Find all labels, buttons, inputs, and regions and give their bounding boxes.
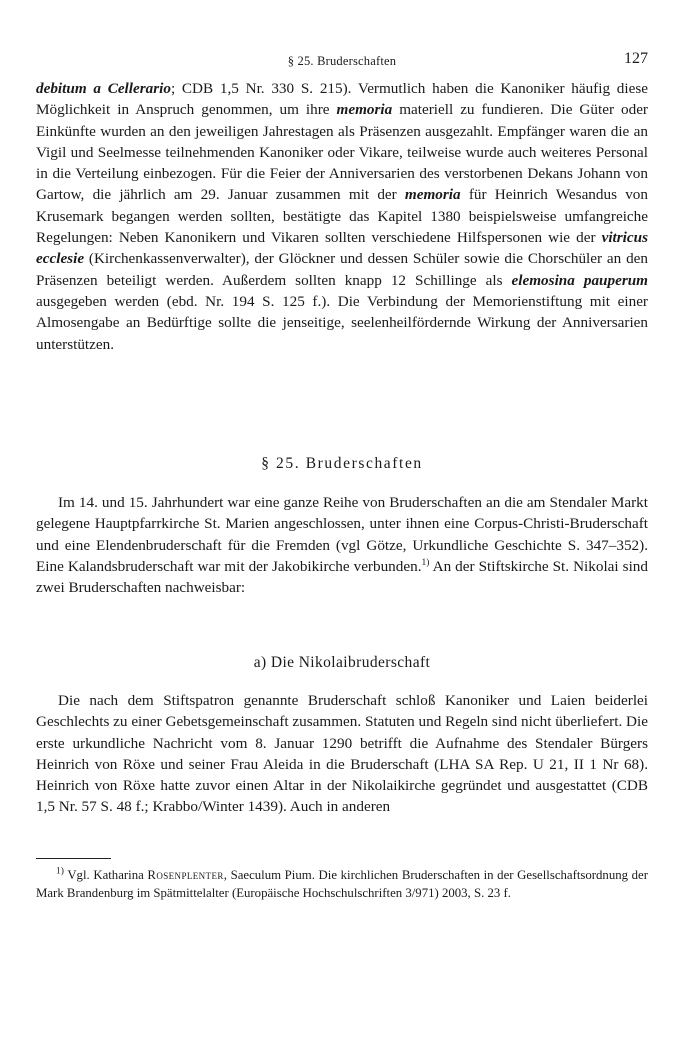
text-run: , Saeculum Pium. Die kirchlichen Bruderschaften in der Gesellschaftsordnung der Mark Brandenburg im Spätmittelalter (Europäische Hochschulschriften 3/971) 2003, S. 23 f. xyxy=(36,868,648,900)
paragraph-nikolaibruderschaft xyxy=(36,690,648,818)
subsection-heading: a) Die Nikolaibruderschaft xyxy=(253,654,431,671)
latin-phrase: debitum a Cellerario xyxy=(36,80,171,97)
section-heading: § 25. Bruderschaften xyxy=(261,455,423,472)
running-head xyxy=(36,50,648,72)
text-run: Im 14. und 15. Jahrhundert war eine ganze Reihe von Bruderschaften an die am Stendaler Markt gelegene Hauptpfarrkirche St. Marien angeschlossen, unter ihnen eine Corpus-Christi-Bruderschaft und eine Elendenbruderschaft für die Fremden (vgl Götze, Urkundliche Geschichte S. 347–352). Eine Kalandsbruderschaft war mit der Jakobikirche verbunden. xyxy=(36,494,648,575)
page-number: 127 xyxy=(624,50,648,67)
text-run: An der Stiftskirche St. Nikolai sind zwei Bruderschaften nachweisbar: xyxy=(36,557,648,597)
text-run: Die nach dem Stiftspatron genannte Bruderschaft schloß Kanoniker und Laien beiderlei Geschlechts zu einer Gebetsgemeinschaft zusammen. Statuten und Regeln sind nicht überliefert. Die erste urkundliche Nachricht vom 8. Januar 1290 betrifft die Aufnahme des Stendaler Bürgers Heinrich von Röxe und seiner Frau Aleida in die Bruderschaft (LHA SA Rep. U 21, II 1 Nr 68). Heinrich von Röxe hatte zuvor einen Altar in der Nikolaikirche gegründet und ausgestattet (CDB 1,5 Nr. 57 S. 48 f.; Krabbo/Winter 1439). Auch in anderen xyxy=(36,692,648,816)
footnote xyxy=(36,866,648,902)
latin-phrase: elemosina pauperum xyxy=(511,271,648,289)
running-head-title: § 25. Bruderschaften xyxy=(287,54,397,68)
text-run: materiell zu fundieren. Die Güter oder Einkünfte wurden an den jeweiligen Jahrestagen als Präsenzen ausgezahlt. Empfänger waren die an Vigil und Seelmesse teilnehmenden Kanoniker oder Vikare, teilweise wurde auch weiteres Personal in die Verteilung einbezogen. Für die Feier der Anniversarien des verstorbenen Dekans Johann von Gartow, die jährlich am 29. Januar zusammen mit der xyxy=(36,101,648,204)
text-run: Vgl. Katharina xyxy=(63,868,148,882)
text-run: ausgegeben werden (ebd. Nr. 194 S. 125 f.). Die Verbindung der Memorienstiftung mit einer Almosengabe an Bedürftige sollte die jenseitige, seelenheilfördernde Wirkung der Anniversarien unterstützen. xyxy=(36,292,648,353)
latin-phrase: vitricus ecclesie xyxy=(36,229,648,268)
text-run: ; CDB 1,5 Nr. 330 S. 215). Vermutlich haben die Kanoniker häufig diese Möglichkeit in Anspruch genommen, um ihre xyxy=(36,80,648,119)
latin-phrase: memoria xyxy=(404,186,461,204)
footnote-author: Rosenplenter xyxy=(147,868,224,882)
footnote-divider xyxy=(36,858,111,859)
footnote-reference: 1) xyxy=(421,557,430,568)
text-run: für Heinrich Wesandus von Krusemark begangen werden sollten, bestätigte das Kapitel 1380 beispielsweise umfangreiche Regelungen: Neben Kanonikern und Vikaren sollten verschiedene Hilfspersonen wie der xyxy=(36,186,648,247)
latin-phrase: memoria xyxy=(336,101,393,119)
paragraph-memoria xyxy=(36,78,648,355)
text-run: (Kirchenkassenverwalter), der Glöckner und dessen Schüler sowie die Chorschüler an den Präsenzen beteiligt werden. Außerdem sollten knapp 12 Schillinge als xyxy=(36,250,648,289)
footnote-marker: 1) xyxy=(56,866,64,877)
paragraph-bruderschaften xyxy=(36,492,648,598)
